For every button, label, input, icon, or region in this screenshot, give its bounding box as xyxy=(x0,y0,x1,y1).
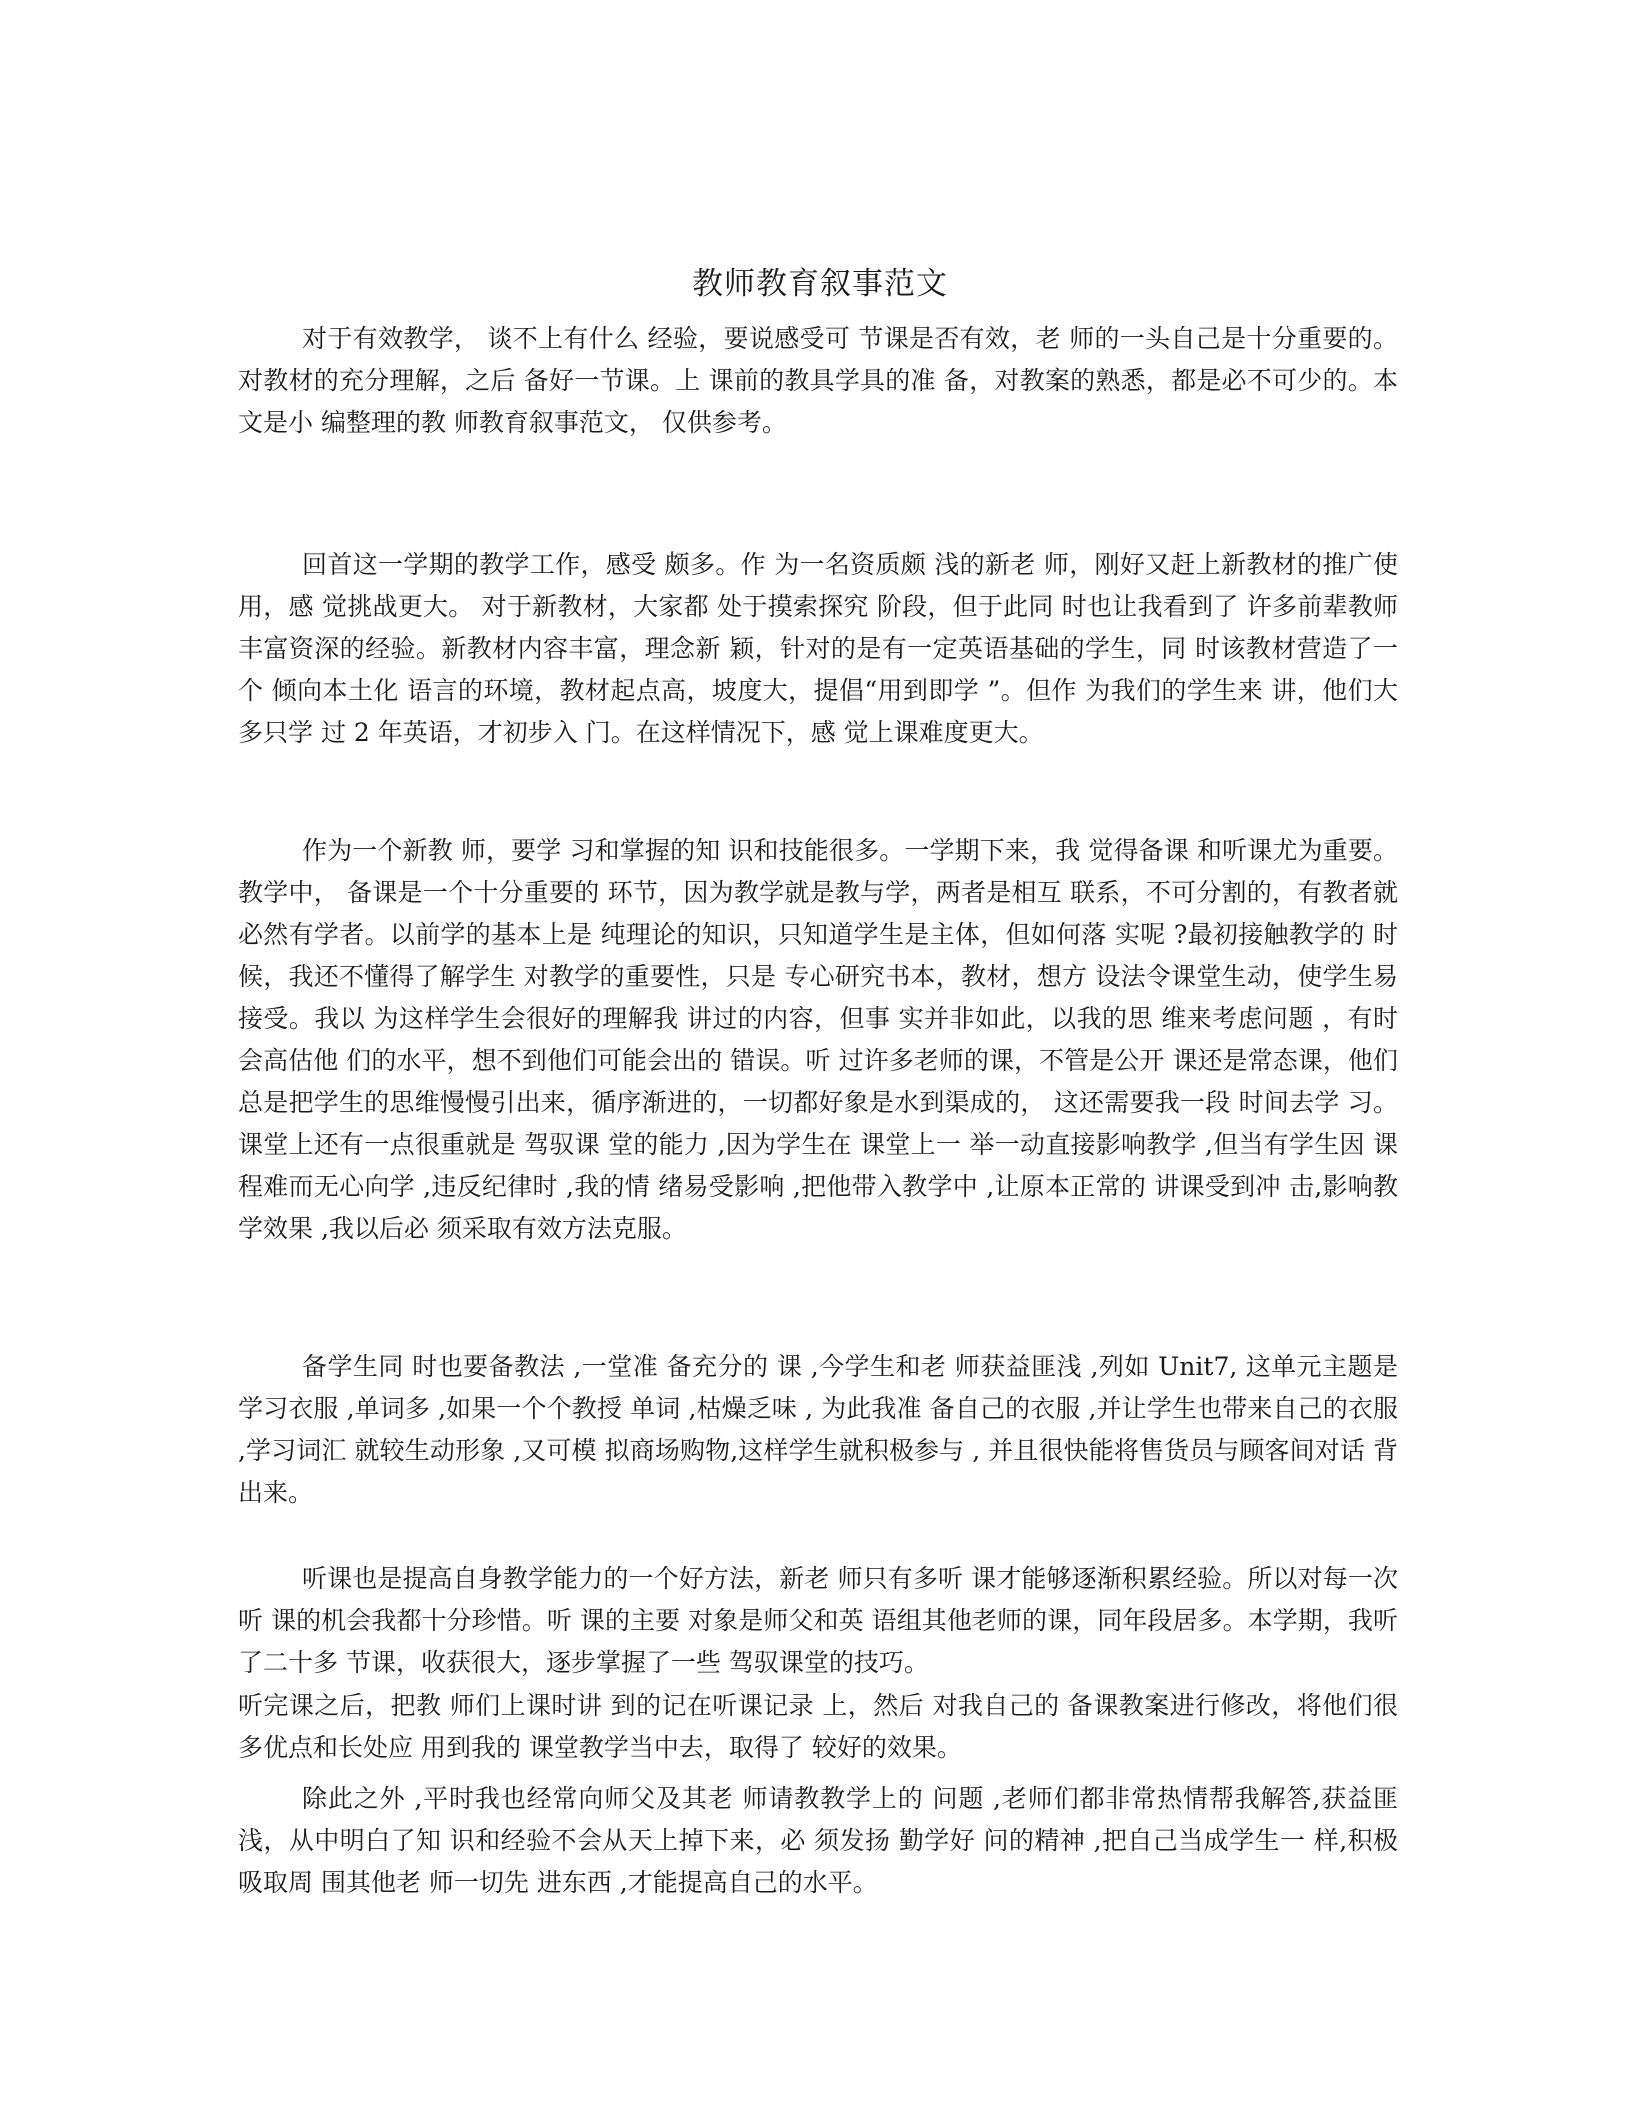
paragraph-teaching-method: 备学生同 时也要备教法 ,一堂准 备充分的 课 ,今学生和老 师获益匪浅 ,列如 Unit7, 这单元主题是学习衣服 ,单词多 ,如果一个个教授 单词 ,枯燥乏味 , 为此我准 备自己的衣服 ,并让学生也带来自己的衣服 ,学习词汇 就较生动形象 ,又可模 拟商场购物,这样学生就积极参与 , 并且很快能将售货员与顾客间对话 背出来。 xyxy=(238,1352,1398,1507)
paragraph-seeking-advice: 除此之外 ,平时我也经常向师父及其老 师请教教学上的 问题 ,老师们都非常热情帮我解答,获益匪浅，从中明白了知 识和经验不会从天上掉下来，必 须发扬 勤学好 问的精神 ,把自己当成学生一 样,积极吸取周 围其他老 师一切先 进东西 ,才能提高自己的水平。 xyxy=(238,1784,1399,1897)
document-title: 教师教育叙事范文 xyxy=(692,266,948,302)
paragraph-new-teacher: 作为一个新教 师，要学 习和掌握的知 识和技能很多。一学期下来，我 觉得备课 和听课尤为重要。教学中， 备课是一个十分重要的 环节，因为教学就是教与学，两者是相互 联系，不可分割的，有教者就必然有学者。以前学的基本上是 纯理论的知识，只知道学生是主体，但如何落 实呢 ?最初接触教学的 时候，我还不懂得了解学生 对教学的重要性，只是 专心研究书本，教材，想方 设法令课堂生动，使学生易接受。我以 为这样学生会很好的理解我 讲过的内容，但事 实并非如此，以我的思 维来考虑问题 ，有时会高估他 们的水平，想不到他们可能会出的 错误。听 过许多老师的课，不管是公开 课还是常态课，他们总是把学生的思维慢慢引出来，循序渐进的，一切都好象是水到渠成的， 这还需要我一段 时间去学 习。课堂上还有一点很重就是 驾驭课 堂的能力 ,因为学生在 课堂上一 举一动直接影响教学 ,但当有学生因 课程难而无心向学 ,违反纪律时 ,我的情 绪易受影响 ,把他带入教学中 ,让原本正常的 讲课受到冲 击,影响教学效果 ,我以后必 须采取有效方法克服。 xyxy=(238,836,1398,1243)
paragraph-intro: 对于有效教学， 谈不上有什么 经验，要说感受可 节课是否有效，老 师的一头自己是十分重要的。 对教材的充分理解，之后 备好一节课。上 课前的教具学具的准 备，对教案的熟悉，都是必不可少的。本文是小 编整理的教 师教育叙事范文， 仅供参考。 xyxy=(238,324,1398,437)
paragraph-observing-classes: 听课也是提高自身教学能力的一个好方法，新老 师只有多听 课才能够逐渐积累经验。所以对每一次听 课的机会我都十分珍惜。听 课的主要 对象是师父和英 语组其他老师的课，同年段居多。本学期，我听了二十多 节课，收获很大，逐步掌握了一些 驾驭课堂的技巧。 xyxy=(238,1564,1398,1677)
paragraph-after-observation: 听完课之后，把教 师们上课时讲 到的记在听课记录 上，然后 对我自己的 备课教案进行修改，将他们很多优点和长处应 用到我的 课堂教学当中去，取得了 较好的效果。 xyxy=(238,1691,1398,1762)
paragraph-review: 回首这一学期的教学工作，感受 颇多。作 为一名资质颇 浅的新老 师，刚好又赶上新教材的推广使用，感 觉挑战更大。 对于新教材，大家都 处于摸索探究 阶段，但于此同 时也让我看到了 许多前辈教师丰富资深的经验。新教材内容丰富，理念新 颖，针对的是有一定英语基础的学生，同 时该教材营造了一个 倾向本土化 语言的环境，教材起点高，坡度大，提倡“用到即学 ”。但作 为我们的学生来 讲，他们大多只学 过 2 年英语，才初步入 门。在这样情况下，感 觉上课难度更大。 xyxy=(238,550,1398,747)
